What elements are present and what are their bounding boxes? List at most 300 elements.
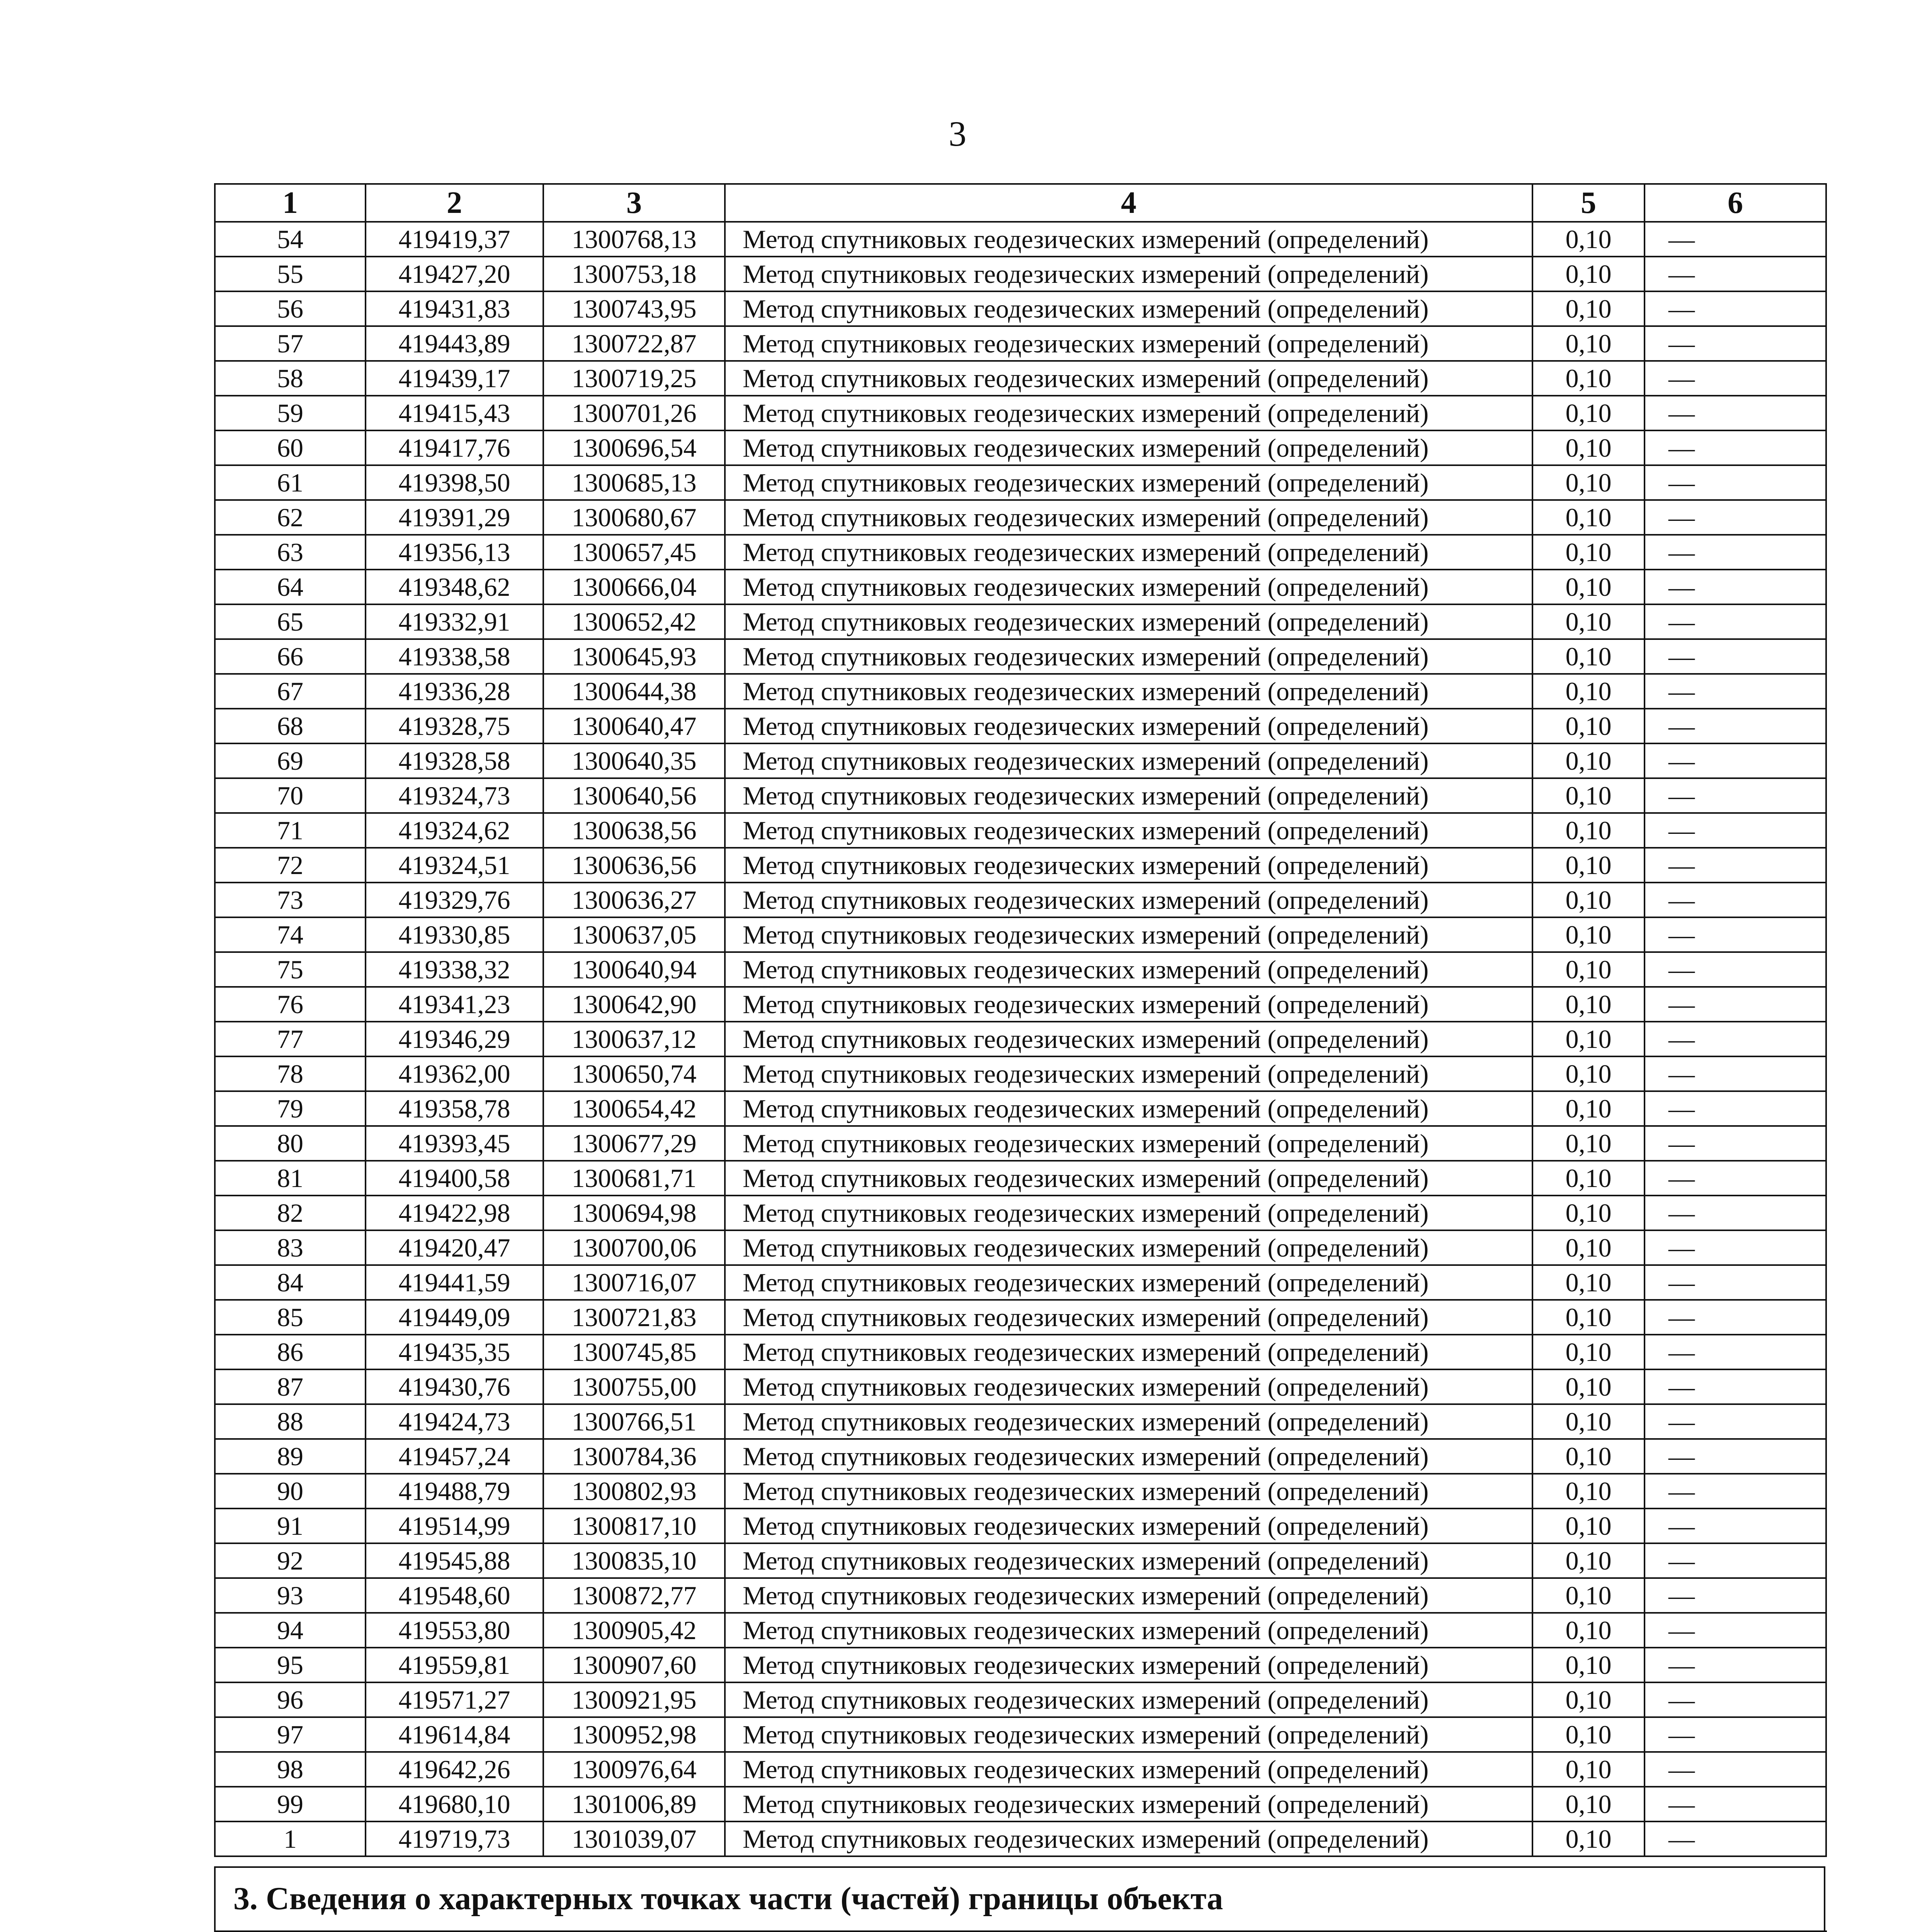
- x-coordinate-cell: 419553,80: [366, 1613, 543, 1648]
- x-coordinate-cell: 419420,47: [366, 1230, 543, 1265]
- description-cell: —: [1645, 257, 1826, 291]
- description-cell: —: [1645, 1717, 1826, 1752]
- y-coordinate-cell: 1300696,54: [543, 430, 725, 465]
- y-coordinate-cell: 1300657,45: [543, 535, 725, 570]
- y-coordinate-cell: 1300637,12: [543, 1022, 725, 1056]
- method-cell: Метод спутниковых геодезических измерений (определений): [725, 1022, 1532, 1056]
- accuracy-cell: 0,10: [1532, 291, 1645, 326]
- description-cell: —: [1645, 987, 1826, 1022]
- accuracy-cell: 0,10: [1532, 1717, 1645, 1752]
- point-number-cell: 86: [215, 1335, 366, 1369]
- y-coordinate-cell: 1300681,71: [543, 1161, 725, 1196]
- method-cell: Метод спутниковых геодезических измерений (определений): [725, 222, 1532, 257]
- accuracy-cell: 0,10: [1532, 639, 1645, 674]
- accuracy-cell: 0,10: [1532, 257, 1645, 291]
- y-coordinate-cell: 1300652,42: [543, 604, 725, 639]
- method-cell: Метод спутниковых геодезических измерений (определений): [725, 639, 1532, 674]
- table-row: [215, 1787, 1826, 1821]
- description-cell: —: [1645, 1474, 1826, 1509]
- table-row: [215, 674, 1826, 709]
- point-number-cell: 77: [215, 1022, 366, 1056]
- point-number-cell: 85: [215, 1300, 366, 1335]
- description-cell: —: [1645, 674, 1826, 709]
- description-cell: —: [1645, 326, 1826, 361]
- y-coordinate-cell: 1300637,05: [543, 917, 725, 952]
- x-coordinate-cell: 419341,23: [366, 987, 543, 1022]
- x-coordinate-cell: 419548,60: [366, 1578, 543, 1613]
- y-coordinate-cell: 1300921,95: [543, 1682, 725, 1717]
- accuracy-cell: 0,10: [1532, 1056, 1645, 1091]
- point-number-cell: 67: [215, 674, 366, 709]
- point-number-cell: 84: [215, 1265, 366, 1300]
- description-cell: —: [1645, 430, 1826, 465]
- table-row: [215, 1613, 1826, 1648]
- point-number-cell: 57: [215, 326, 366, 361]
- y-coordinate-cell: 1301039,07: [543, 1821, 725, 1856]
- table-row: [215, 326, 1826, 361]
- accuracy-cell: 0,10: [1532, 1821, 1645, 1856]
- description-cell: —: [1645, 813, 1826, 848]
- point-number-cell: 92: [215, 1543, 366, 1578]
- description-cell: —: [1645, 1022, 1826, 1056]
- table-row: [215, 1300, 1826, 1335]
- y-coordinate-cell: 1300721,83: [543, 1300, 725, 1335]
- method-cell: Метод спутниковых геодезических измерений (определений): [725, 1578, 1532, 1613]
- point-number-cell: 58: [215, 361, 366, 396]
- y-coordinate-cell: 1300872,77: [543, 1578, 725, 1613]
- description-cell: —: [1645, 396, 1826, 430]
- method-cell: Метод спутниковых геодезических измерений (определений): [725, 813, 1532, 848]
- y-coordinate-cell: 1300766,51: [543, 1404, 725, 1439]
- y-coordinate-cell: 1300719,25: [543, 361, 725, 396]
- table-row: [215, 1404, 1826, 1439]
- description-cell: —: [1645, 1335, 1826, 1369]
- y-coordinate-cell: 1300638,56: [543, 813, 725, 848]
- accuracy-cell: 0,10: [1532, 465, 1645, 500]
- method-cell: Метод спутниковых геодезических измерений (определений): [725, 709, 1532, 743]
- x-coordinate-cell: 419393,45: [366, 1126, 543, 1161]
- point-number-cell: 64: [215, 570, 366, 604]
- accuracy-cell: 0,10: [1532, 1404, 1645, 1439]
- x-coordinate-cell: 419449,09: [366, 1300, 543, 1335]
- x-coordinate-cell: 419642,26: [366, 1752, 543, 1787]
- point-number-cell: 72: [215, 848, 366, 883]
- description-cell: —: [1645, 1682, 1826, 1717]
- method-cell: Метод спутниковых геодезических измерений (определений): [725, 1474, 1532, 1509]
- table-row: [215, 500, 1826, 535]
- accuracy-cell: 0,10: [1532, 1509, 1645, 1543]
- accuracy-cell: 0,10: [1532, 570, 1645, 604]
- accuracy-cell: 0,10: [1532, 222, 1645, 257]
- x-coordinate-cell: 419362,00: [366, 1056, 543, 1091]
- point-number-cell: 1: [215, 1821, 366, 1856]
- method-cell: Метод спутниковых геодезических измерений (определений): [725, 1404, 1532, 1439]
- accuracy-cell: 0,10: [1532, 1091, 1645, 1126]
- accuracy-cell: 0,10: [1532, 709, 1645, 743]
- table-row: [215, 396, 1826, 430]
- table-row: [215, 1543, 1826, 1578]
- description-cell: —: [1645, 1161, 1826, 1196]
- point-number-cell: 96: [215, 1682, 366, 1717]
- accuracy-cell: 0,10: [1532, 1578, 1645, 1613]
- table-row: [215, 778, 1826, 813]
- point-number-cell: 70: [215, 778, 366, 813]
- x-coordinate-cell: 419431,83: [366, 291, 543, 326]
- y-coordinate-cell: 1300976,64: [543, 1752, 725, 1787]
- description-cell: —: [1645, 1787, 1826, 1821]
- description-cell: —: [1645, 1509, 1826, 1543]
- table-row: [215, 639, 1826, 674]
- method-cell: Метод спутниковых геодезических измерений (определений): [725, 1613, 1532, 1648]
- table-row: [215, 604, 1826, 639]
- description-cell: —: [1645, 1369, 1826, 1404]
- method-cell: Метод спутниковых геодезических измерений (определений): [725, 326, 1532, 361]
- table-row: [215, 257, 1826, 291]
- point-number-cell: 98: [215, 1752, 366, 1787]
- method-cell: Метод спутниковых геодезических измерений (определений): [725, 1126, 1532, 1161]
- point-number-cell: 95: [215, 1648, 366, 1682]
- y-coordinate-cell: 1300644,38: [543, 674, 725, 709]
- point-number-cell: 69: [215, 743, 366, 778]
- table-row: [215, 1369, 1826, 1404]
- description-cell: —: [1645, 883, 1826, 917]
- point-number-cell: 87: [215, 1369, 366, 1404]
- y-coordinate-cell: 1300694,98: [543, 1196, 725, 1230]
- y-coordinate-cell: 1301006,89: [543, 1787, 725, 1821]
- method-cell: Метод спутниковых геодезических измерений (определений): [725, 1335, 1532, 1369]
- description-cell: —: [1645, 1578, 1826, 1613]
- table-row: [215, 1752, 1826, 1787]
- method-cell: Метод спутниковых геодезических измерений (определений): [725, 535, 1532, 570]
- y-coordinate-cell: 1300654,42: [543, 1091, 725, 1126]
- method-cell: Метод спутниковых геодезических измерений (определений): [725, 883, 1532, 917]
- description-cell: —: [1645, 952, 1826, 987]
- description-cell: —: [1645, 570, 1826, 604]
- x-coordinate-cell: 419329,76: [366, 883, 543, 917]
- point-number-cell: 99: [215, 1787, 366, 1821]
- point-number-cell: 81: [215, 1161, 366, 1196]
- y-coordinate-cell: 1300700,06: [543, 1230, 725, 1265]
- accuracy-cell: 0,10: [1532, 743, 1645, 778]
- accuracy-cell: 0,10: [1532, 1543, 1645, 1578]
- description-cell: —: [1645, 848, 1826, 883]
- y-coordinate-cell: 1300952,98: [543, 1717, 725, 1752]
- description-cell: —: [1645, 1056, 1826, 1091]
- method-cell: Метод спутниковых геодезических измерений (определений): [725, 1717, 1532, 1752]
- point-number-cell: 60: [215, 430, 366, 465]
- point-number-cell: 63: [215, 535, 366, 570]
- accuracy-cell: 0,10: [1532, 1648, 1645, 1682]
- method-cell: Метод спутниковых геодезических измерений (определений): [725, 778, 1532, 813]
- table-row: [215, 361, 1826, 396]
- table-row: [215, 743, 1826, 778]
- method-cell: Метод спутниковых геодезических измерений (определений): [725, 1821, 1532, 1856]
- accuracy-cell: 0,10: [1532, 674, 1645, 709]
- x-coordinate-cell: 419435,35: [366, 1335, 543, 1369]
- point-number-cell: 91: [215, 1509, 366, 1543]
- table-row: [215, 952, 1826, 987]
- x-coordinate-cell: 419488,79: [366, 1474, 543, 1509]
- point-number-cell: 61: [215, 465, 366, 500]
- accuracy-cell: 0,10: [1532, 1126, 1645, 1161]
- y-coordinate-cell: 1300743,95: [543, 291, 725, 326]
- x-coordinate-cell: 419719,73: [366, 1821, 543, 1856]
- point-number-cell: 83: [215, 1230, 366, 1265]
- x-coordinate-cell: 419571,27: [366, 1682, 543, 1717]
- y-coordinate-cell: 1300784,36: [543, 1439, 725, 1474]
- header-cell: 5: [1532, 184, 1645, 222]
- method-cell: Метод спутниковых геодезических измерений (определений): [725, 1196, 1532, 1230]
- description-cell: —: [1645, 709, 1826, 743]
- y-coordinate-cell: 1300640,47: [543, 709, 725, 743]
- description-cell: —: [1645, 743, 1826, 778]
- table-row: [215, 1335, 1826, 1369]
- accuracy-cell: 0,10: [1532, 1474, 1645, 1509]
- y-coordinate-cell: 1300907,60: [543, 1648, 725, 1682]
- method-cell: Метод спутниковых геодезических измерений (определений): [725, 1161, 1532, 1196]
- x-coordinate-cell: 419356,13: [366, 535, 543, 570]
- point-number-cell: 90: [215, 1474, 366, 1509]
- method-cell: Метод спутниковых геодезических измерений (определений): [725, 674, 1532, 709]
- x-coordinate-cell: 419424,73: [366, 1404, 543, 1439]
- method-cell: Метод спутниковых геодезических измерений (определений): [725, 257, 1532, 291]
- point-number-cell: 56: [215, 291, 366, 326]
- x-coordinate-cell: 419457,24: [366, 1439, 543, 1474]
- table-row: [215, 1056, 1826, 1091]
- y-coordinate-cell: 1300753,18: [543, 257, 725, 291]
- header-cell: 2: [366, 184, 543, 222]
- y-coordinate-cell: 1300835,10: [543, 1543, 725, 1578]
- table-row: [215, 1578, 1826, 1613]
- accuracy-cell: 0,10: [1532, 987, 1645, 1022]
- description-cell: —: [1645, 1821, 1826, 1856]
- method-cell: Метод спутниковых геодезических измерений (определений): [725, 1265, 1532, 1300]
- method-cell: Метод спутниковых геодезических измерений (определений): [725, 743, 1532, 778]
- point-number-cell: 62: [215, 500, 366, 535]
- accuracy-cell: 0,10: [1532, 396, 1645, 430]
- x-coordinate-cell: 419427,20: [366, 257, 543, 291]
- x-coordinate-cell: 419328,75: [366, 709, 543, 743]
- method-cell: Метод спутниковых геодезических измерений (определений): [725, 361, 1532, 396]
- table-row: [215, 987, 1826, 1022]
- description-cell: —: [1645, 291, 1826, 326]
- point-number-cell: 88: [215, 1404, 366, 1439]
- method-cell: Метод спутниковых геодезических измерений (определений): [725, 1648, 1532, 1682]
- description-cell: —: [1645, 1439, 1826, 1474]
- y-coordinate-cell: 1300680,67: [543, 500, 725, 535]
- table-row: [215, 1682, 1826, 1717]
- y-coordinate-cell: 1300640,35: [543, 743, 725, 778]
- description-cell: —: [1645, 1126, 1826, 1161]
- y-coordinate-cell: 1300666,04: [543, 570, 725, 604]
- description-cell: —: [1645, 1404, 1826, 1439]
- method-cell: Метод спутниковых геодезических измерений (определений): [725, 500, 1532, 535]
- y-coordinate-cell: 1300716,07: [543, 1265, 725, 1300]
- table-row: [215, 222, 1826, 257]
- table-row: [215, 1509, 1826, 1543]
- table-row: [215, 1091, 1826, 1126]
- accuracy-cell: 0,10: [1532, 361, 1645, 396]
- x-coordinate-cell: 419332,91: [366, 604, 543, 639]
- x-coordinate-cell: 419419,37: [366, 222, 543, 257]
- x-coordinate-cell: 419338,32: [366, 952, 543, 987]
- y-coordinate-cell: 1300685,13: [543, 465, 725, 500]
- description-cell: —: [1645, 535, 1826, 570]
- description-cell: —: [1645, 222, 1826, 257]
- method-cell: Метод спутниковых геодезических измерений (определений): [725, 1300, 1532, 1335]
- point-number-cell: 74: [215, 917, 366, 952]
- section-3-title: 3. Сведения о характерных точках части (частей) границы объекта: [214, 1866, 1825, 1930]
- point-number-cell: 59: [215, 396, 366, 430]
- table-row: [215, 1474, 1826, 1509]
- table-row: [215, 291, 1826, 326]
- header-cell: 4: [725, 184, 1532, 222]
- header-cell: 1: [215, 184, 366, 222]
- point-number-cell: 66: [215, 639, 366, 674]
- x-coordinate-cell: 419559,81: [366, 1648, 543, 1682]
- description-cell: —: [1645, 1091, 1826, 1126]
- x-coordinate-cell: 419680,10: [366, 1787, 543, 1821]
- method-cell: Метод спутниковых геодезических измерений (определений): [725, 430, 1532, 465]
- accuracy-cell: 0,10: [1532, 778, 1645, 813]
- description-cell: —: [1645, 465, 1826, 500]
- method-cell: Метод спутниковых геодезических измерений (определений): [725, 465, 1532, 500]
- x-coordinate-cell: 419338,58: [366, 639, 543, 674]
- x-coordinate-cell: 419324,73: [366, 778, 543, 813]
- method-cell: Метод спутниковых геодезических измерений (определений): [725, 917, 1532, 952]
- method-cell: Метод спутниковых геодезических измерений (определений): [725, 604, 1532, 639]
- method-cell: Метод спутниковых геодезических измерений (определений): [725, 1752, 1532, 1787]
- point-number-cell: 79: [215, 1091, 366, 1126]
- method-cell: Метод спутниковых геодезических измерений (определений): [725, 1091, 1532, 1126]
- method-cell: Метод спутниковых геодезических измерений (определений): [725, 1543, 1532, 1578]
- x-coordinate-cell: 419391,29: [366, 500, 543, 535]
- y-coordinate-cell: 1300755,00: [543, 1369, 725, 1404]
- point-number-cell: 94: [215, 1613, 366, 1648]
- x-coordinate-cell: 419358,78: [366, 1091, 543, 1126]
- accuracy-cell: 0,10: [1532, 1439, 1645, 1474]
- y-coordinate-cell: 1300650,74: [543, 1056, 725, 1091]
- point-number-cell: 65: [215, 604, 366, 639]
- y-coordinate-cell: 1300636,27: [543, 883, 725, 917]
- header-cell: 3: [543, 184, 725, 222]
- y-coordinate-cell: 1300677,29: [543, 1126, 725, 1161]
- table-row: [215, 570, 1826, 604]
- table-row: [215, 1022, 1826, 1056]
- description-cell: —: [1645, 1230, 1826, 1265]
- method-cell: Метод спутниковых геодезических измерений (определений): [725, 848, 1532, 883]
- description-cell: —: [1645, 1196, 1826, 1230]
- table-row: [215, 1439, 1826, 1474]
- accuracy-cell: 0,10: [1532, 1613, 1645, 1648]
- table-row: [215, 1648, 1826, 1682]
- y-coordinate-cell: 1300636,56: [543, 848, 725, 883]
- description-cell: —: [1645, 778, 1826, 813]
- table-row: [215, 709, 1826, 743]
- description-cell: —: [1645, 1265, 1826, 1300]
- section-3: [214, 1866, 1825, 1932]
- point-number-cell: 71: [215, 813, 366, 848]
- y-coordinate-cell: 1300817,10: [543, 1509, 725, 1543]
- accuracy-cell: 0,10: [1532, 1300, 1645, 1335]
- method-cell: Метод спутниковых геодезических измерений (определений): [725, 952, 1532, 987]
- x-coordinate-cell: 419439,17: [366, 361, 543, 396]
- table-row: [215, 917, 1826, 952]
- x-coordinate-cell: 419400,58: [366, 1161, 543, 1196]
- x-coordinate-cell: 419398,50: [366, 465, 543, 500]
- x-coordinate-cell: 419328,58: [366, 743, 543, 778]
- accuracy-cell: 0,10: [1532, 1196, 1645, 1230]
- x-coordinate-cell: 419348,62: [366, 570, 543, 604]
- accuracy-cell: 0,10: [1532, 1265, 1645, 1300]
- accuracy-cell: 0,10: [1532, 326, 1645, 361]
- method-cell: Метод спутниковых геодезических измерений (определений): [725, 1056, 1532, 1091]
- method-cell: Метод спутниковых геодезических измерений (определений): [725, 1230, 1532, 1265]
- y-coordinate-cell: 1300642,90: [543, 987, 725, 1022]
- point-number-cell: 93: [215, 1578, 366, 1613]
- method-cell: Метод спутниковых геодезических измерений (определений): [725, 1682, 1532, 1717]
- description-cell: —: [1645, 639, 1826, 674]
- y-coordinate-cell: 1300745,85: [543, 1335, 725, 1369]
- point-number-cell: 55: [215, 257, 366, 291]
- method-cell: Метод спутниковых геодезических измерений (определений): [725, 396, 1532, 430]
- accuracy-cell: 0,10: [1532, 604, 1645, 639]
- y-coordinate-cell: 1300722,87: [543, 326, 725, 361]
- table-row: [215, 883, 1826, 917]
- point-number-cell: 82: [215, 1196, 366, 1230]
- description-cell: —: [1645, 917, 1826, 952]
- table-row: [215, 1230, 1826, 1265]
- method-cell: Метод спутниковых геодезических измерений (определений): [725, 570, 1532, 604]
- accuracy-cell: 0,10: [1532, 813, 1645, 848]
- point-number-cell: 89: [215, 1439, 366, 1474]
- description-cell: —: [1645, 1300, 1826, 1335]
- description-cell: —: [1645, 1613, 1826, 1648]
- y-coordinate-cell: 1300640,56: [543, 778, 725, 813]
- x-coordinate-cell: 419614,84: [366, 1717, 543, 1752]
- y-coordinate-cell: 1300768,13: [543, 222, 725, 257]
- coordinates-table: [214, 183, 1827, 1857]
- accuracy-cell: 0,10: [1532, 848, 1645, 883]
- accuracy-cell: 0,10: [1532, 917, 1645, 952]
- point-number-cell: 80: [215, 1126, 366, 1161]
- table-row: [215, 1265, 1826, 1300]
- y-coordinate-cell: 1300905,42: [543, 1613, 725, 1648]
- table-row: [215, 848, 1826, 883]
- x-coordinate-cell: 419441,59: [366, 1265, 543, 1300]
- table-row: [215, 1717, 1826, 1752]
- x-coordinate-cell: 419422,98: [366, 1196, 543, 1230]
- y-coordinate-cell: 1300640,94: [543, 952, 725, 987]
- accuracy-cell: 0,10: [1532, 1682, 1645, 1717]
- x-coordinate-cell: 419346,29: [366, 1022, 543, 1056]
- x-coordinate-cell: 419415,43: [366, 396, 543, 430]
- accuracy-cell: 0,10: [1532, 1161, 1645, 1196]
- accuracy-cell: 0,10: [1532, 430, 1645, 465]
- point-number-cell: 68: [215, 709, 366, 743]
- accuracy-cell: 0,10: [1532, 500, 1645, 535]
- accuracy-cell: 0,10: [1532, 1022, 1645, 1056]
- x-coordinate-cell: 419324,62: [366, 813, 543, 848]
- description-cell: —: [1645, 1752, 1826, 1787]
- y-coordinate-cell: 1300802,93: [543, 1474, 725, 1509]
- point-number-cell: 97: [215, 1717, 366, 1752]
- table-row: [215, 1196, 1826, 1230]
- table-row: [215, 1126, 1826, 1161]
- method-cell: Метод спутниковых геодезических измерений (определений): [725, 291, 1532, 326]
- x-coordinate-cell: 419545,88: [366, 1543, 543, 1578]
- point-number-cell: 73: [215, 883, 366, 917]
